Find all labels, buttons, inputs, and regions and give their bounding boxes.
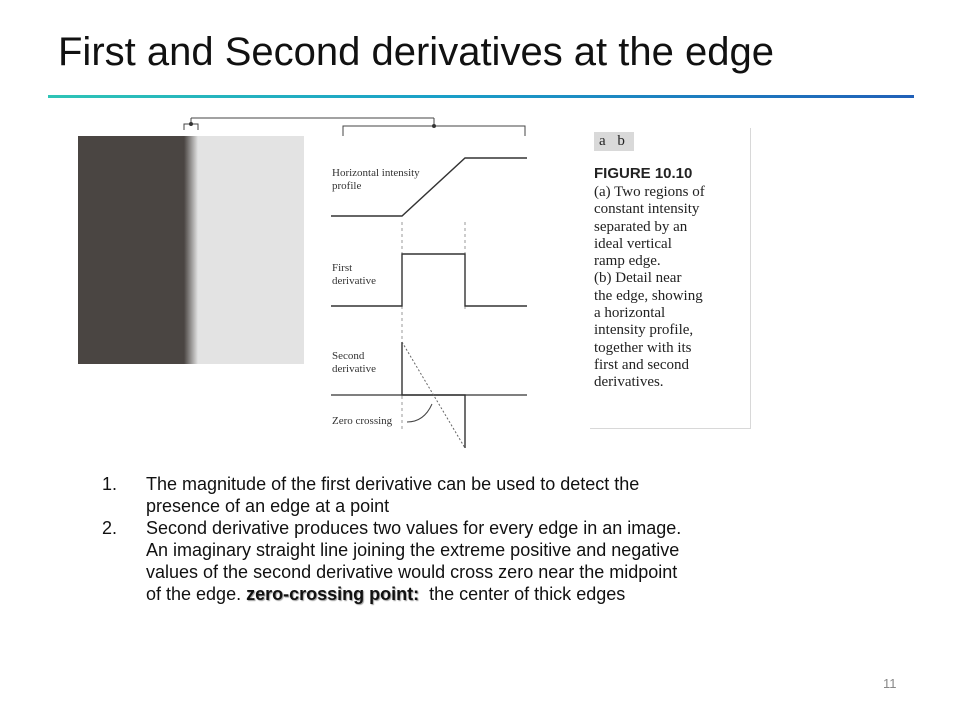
caption-line: first and second <box>594 356 689 373</box>
caption-line: constant intensity <box>594 201 700 218</box>
profile-label-line1: Horizontal intensity <box>332 167 420 179</box>
light-region <box>198 136 304 364</box>
caption-line: a horizontal <box>594 305 666 322</box>
ramp-edge <box>184 136 198 364</box>
caption-line: together with its <box>594 339 692 356</box>
caption-line: intensity profile, <box>594 322 694 339</box>
first-derivative-label-line2: derivative <box>332 275 376 287</box>
list-item <box>102 473 862 517</box>
second-derivative-label-line1: Second <box>332 350 365 362</box>
caption-line: (a) Two regions of <box>594 184 705 200</box>
caption-line: ideal vertical <box>594 235 672 252</box>
caption-line: derivatives. <box>594 374 664 391</box>
caption-line: the edge, showing <box>594 287 703 304</box>
list-item-line: values of the second derivative would cross zero near the midpoint <box>146 562 678 582</box>
dark-region <box>78 136 184 364</box>
zero-crossing-label: Zero crossing <box>332 415 393 427</box>
caption-text <box>594 184 705 392</box>
figure-caption <box>590 128 751 429</box>
list-item-line: The magnitude of the first derivative can be used to detect the <box>146 474 640 494</box>
bracket-dot-left <box>189 122 193 126</box>
list-item-line <box>146 583 862 605</box>
caption-line: (b) Detail near <box>594 270 682 287</box>
second-derivative-label-line2: derivative <box>332 363 376 375</box>
list-item-number: 2. <box>102 518 118 538</box>
list-item-text: the center of thick edges <box>419 584 626 604</box>
detail-bracket <box>184 118 525 136</box>
numbered-list <box>102 473 862 605</box>
caption-line: separated by an <box>594 218 688 235</box>
caption-panel-tag: a b <box>594 132 634 151</box>
list-item-number: 1. <box>102 474 118 494</box>
first-derivative-label-line1: First <box>332 262 353 274</box>
profile-label-line2: profile <box>332 180 362 192</box>
list-item-line: Second derivative produces two values for every edge in an image. <box>146 518 682 538</box>
list-item-text: of the edge. <box>146 584 247 604</box>
edge-figure-svg <box>72 112 536 454</box>
title-divider <box>48 95 914 98</box>
list-item-line: presence of an edge at a point <box>146 496 390 516</box>
list-item-line: An imaginary straight line joining the extreme positive and negative <box>146 540 680 560</box>
caption-heading: FIGURE 10.10 <box>594 165 693 182</box>
zero-crossing-term: zero-crossing point: <box>246 584 420 604</box>
zero-crossing-pointer <box>407 404 432 422</box>
bracket-dot-right <box>432 124 436 128</box>
edge-figure <box>72 112 536 454</box>
list-item <box>102 517 862 605</box>
page-number: 11 <box>883 676 897 691</box>
slide-title: First and Second derivatives at the edge <box>58 30 774 74</box>
caption-line: ramp edge. <box>594 253 661 270</box>
